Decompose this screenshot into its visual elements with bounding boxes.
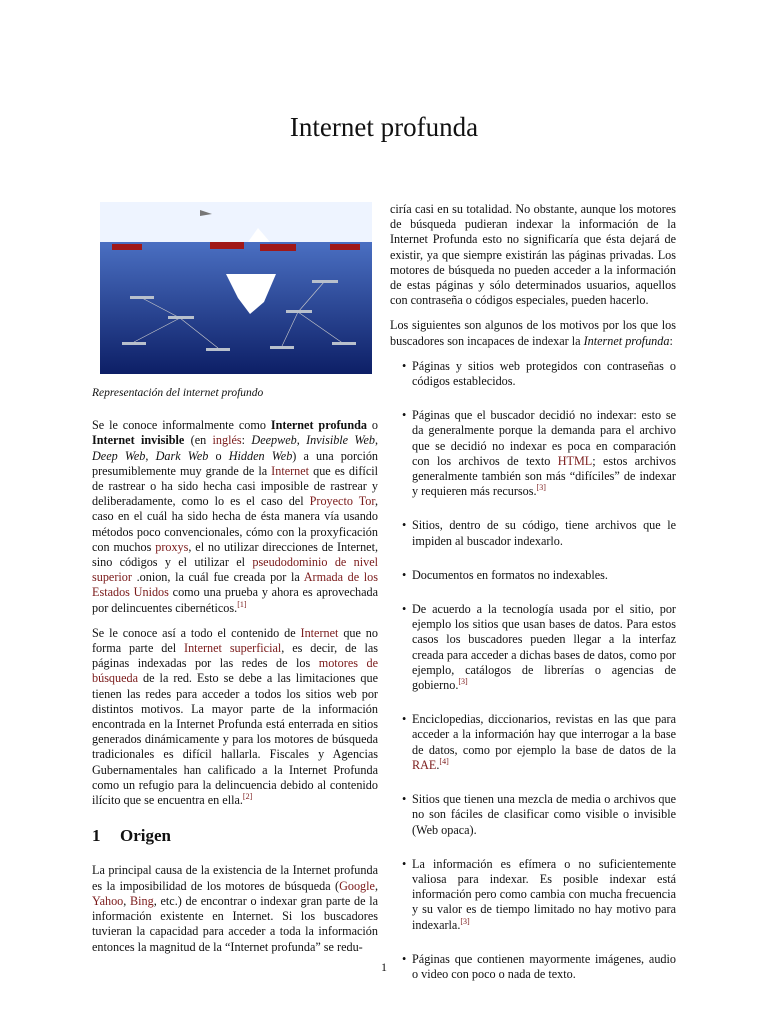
ref-3c[interactable]: [3] xyxy=(460,916,470,926)
ref-2[interactable]: [2] xyxy=(242,792,253,802)
intro-paragraph: Se le conoce informalmente como Internet profunda o Internet invisible (en inglés: Deepweb, Invisible Web, Deep Web, Dark Web o Hidden Web) a una porción presumiblemente muy grande de la Internet que es difícil de rastrear o ha sido hecha casi imposible de rastrear y deliberadamente, como lo es el caso del Proyecto Tor, caso en el cuál ha sido hecha de ésta manera vía usando métodos poco convencionales, cómo con la proxyficación con muchos proxys, el no utilizar direcciones de Internet, sino códigos y el utilizar el pseudodominio de nivel superior .onion, la cuál fue creada por la Armada de los Estados Unidos como una prueba y ahora es aprovechada por delincuentes cibernéticos.[1] xyxy=(92,418,379,615)
link-bing[interactable]: Bing xyxy=(130,893,154,908)
list-item: • Sitios, dentro de su código, tiene archivos que le impiden al buscador indexarlo. xyxy=(402,518,676,548)
ref-4[interactable]: [4] xyxy=(439,756,449,766)
link-google[interactable]: Google xyxy=(339,878,375,893)
link-html[interactable]: HTML xyxy=(557,453,593,468)
reasons-list xyxy=(390,359,676,982)
link-armada[interactable]: Armada de los Estados Unidos xyxy=(92,570,378,600)
ref-1[interactable]: [1] xyxy=(237,599,247,609)
origin-paragraph: La principal causa de la existencia de la Internet profunda es la imposibilidad de los motores de búsqueda (Google, Yahoo, Bing, etc.) de encontrar o indexar gran parte de la información existente en Internet. Si los buscadores tuvieran la capacidad para acceder a toda la información entonces la magnitud de la “Internet profunda” se redu- xyxy=(92,863,378,954)
left-column xyxy=(92,202,378,965)
list-item: • Documentos en formatos no indexables. xyxy=(402,567,608,582)
link-internet-superficial[interactable]: Internet superficial xyxy=(184,641,282,656)
list-item: • Páginas que el buscador decidió no indexar: esto se da generalmente porque la demanda para el archivo que se decidió no indexar es poca en comparación con los archivos de texto HTML; estos archivos generalmente también son más “difíciles” de indexar y requieren más recursos.[3] xyxy=(402,408,676,499)
definition-paragraph: Se le conoce así a todo el contenido de Internet que no forma parte del Internet superficial, es decir, de las páginas indexadas por las redes de los motores de búsqueda de la red. Esto se debe a las limitaciones que tienen las redes para acceder a todos los sitios web por distintos motivos. La mayor parte de la información encontrada en la Internet Profunda está enterrada en sitios generados dinámicamente y para los motores de búsqueda tradicionales es difícil hallarla. Fiscales y Agencias Gubernamentales han calificado a la Internet Profunda como un refugio para la delincuencia debido al contenido ilícito que se encuentra en ella.[2] xyxy=(92,625,378,808)
list-item: • La información es efímera o no suficientemente valiosa para indexar. Es posible indexar está información pero como cambia con mucha frecuencia y su valor es de tiempo limitado no hay motivo para indexarla.[3] xyxy=(402,856,676,932)
link-yahoo[interactable]: Yahoo xyxy=(92,893,124,908)
link-proyecto-tor[interactable]: Proyecto Tor xyxy=(309,494,375,509)
list-item: • Enciclopedias, diccionarios, revistas en las que para acceder a la información hay que interrogar a la base de datos, como por ejemplo la base de datos de la RAE.[4] xyxy=(402,712,676,772)
list-item: • Páginas que contienen mayormente imágenes, audio o video con poco o nada de texto. xyxy=(402,951,676,981)
iceberg-image xyxy=(100,202,372,374)
list-item: • Sitios que tienen una mezcla de media o archivos que no son fáciles de clasificar como visible o invisible (Web opaca). xyxy=(402,792,676,837)
link-rae[interactable]: RAE xyxy=(412,757,437,772)
link-internet[interactable]: Internet xyxy=(271,463,310,478)
right-column xyxy=(390,202,676,1001)
link-motores-busqueda[interactable]: motores de búsqueda xyxy=(92,656,378,686)
link-pseudodominio[interactable]: pseudodominio de nivel superior xyxy=(92,555,379,585)
list-item: • De acuerdo a la tecnología usada por el sitio, por ejemplo los sitios que usan bases de datos. Para estos casos los buscadores pueden llegar a la interfaz creada para acceder a dichas bases de datos, como por ejemplo, catálogos de librerías o agencias de gobierno.[3] xyxy=(402,602,676,693)
section-heading-origen: 1 Origen xyxy=(92,826,171,846)
list-item: • Páginas y sitios web protegidos con contraseñas o códigos establecidos. xyxy=(402,358,676,389)
link-ingles[interactable]: inglés xyxy=(212,433,242,448)
reasons-intro: Los siguientes son algunos de los motivos por los que los buscadores son incapaces de indexar la Internet profunda: xyxy=(390,318,676,348)
figure-caption: Representación del internet profundo xyxy=(92,387,264,399)
page-number: 1 xyxy=(381,960,387,974)
ref-3b[interactable]: [3] xyxy=(458,677,468,687)
link-proxys[interactable]: proxys xyxy=(155,539,189,554)
page-title: Internet profunda xyxy=(289,112,479,142)
link-internet-2[interactable]: Internet xyxy=(300,625,339,640)
continuation-paragraph: ciría casi en su totalidad. No obstante, aunque los motores de búsqueda pudieran indexar la información de la Internet Profunda esto no significaría que ésta dejará de existir, ya que siempre existirán las páginas privadas. Los motores de búsqueda no pueden acceder a la información de estas páginas y sólo determinados usuarios, aquellos con contraseña o códigos especiales, pueden hacerlo. xyxy=(390,202,676,308)
ref-3[interactable]: [3] xyxy=(536,483,546,493)
deep-web-illustration xyxy=(100,202,372,374)
